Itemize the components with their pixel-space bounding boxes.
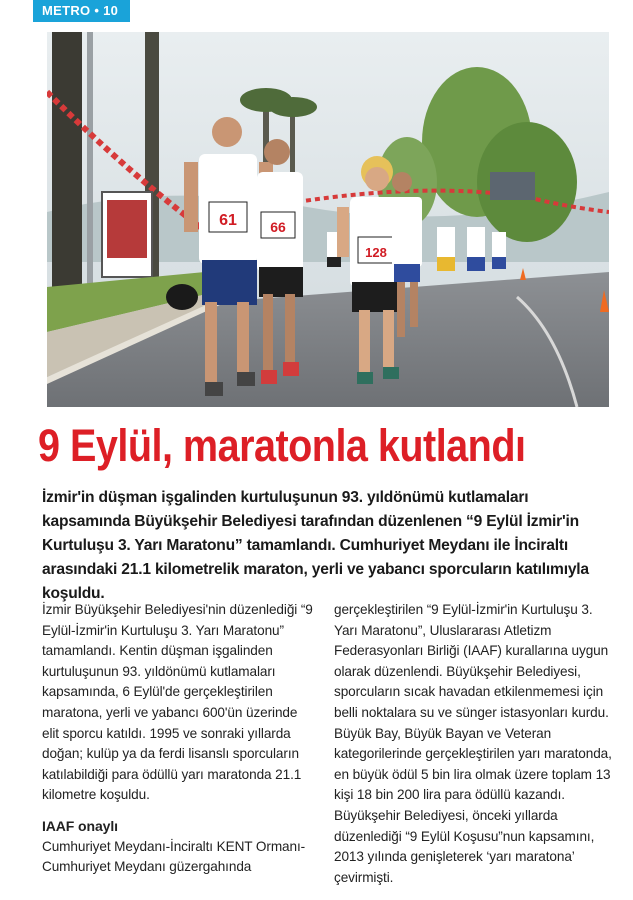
marathon-photo-illustration xyxy=(47,32,609,407)
body-paragraph-right: gerçekleştirilen “9 Eylül-İzmir'in Kurtuluşu 3. Yarı Maratonu”, Uluslararası Atletizm Federasyonları Birliği (IAAF) kurallarına uygun olarak düzenlendi. Büyükşehir Belediyesi, sporcuların sıcak havadan etkilenmemesi için belli noktalara su ve sünger istasyonları kurdu. Büyük Bay, Büyük Bayan ve Veteran kategorilerinde gerçekleştirilen yarı maratonda, en büyük ödül 5 bin lira olmak üzere toplam 13 kişi 18 bin 200 lira para ödüllü kazandı. Büyükşehir Belediyesi, önceki yıllarda düzenlediği “9 Eylül Koşusu”nun kapsamını, 2013 yılında genişleterek ‘yarı maratona’ çevirmişti. xyxy=(334,602,612,885)
body-column-left xyxy=(42,600,317,878)
marathon-photo xyxy=(47,32,609,407)
bib-66: 66 xyxy=(270,219,286,235)
bib-128: 128 xyxy=(365,245,387,260)
subhead: IAAF onaylı xyxy=(42,817,118,834)
section-tag: METRO • 10 xyxy=(33,0,130,22)
lead-paragraph: İzmir'in düşman işgalinden kurtuluşunun 93. yıldönümü kutlamaları kapsamında Büyükşehir Belediyesi tarafından düzenlenen “9 Eylül İzmir'in Kurtuluşu 3. Yarı Maratonu” tamamlandı. Cumhuriyet Meydanı ile İnciraltı arasındaki 21.1 kilometrelik maraton, yerli ve yabancı sporcuların katılımıyla koşuldu. xyxy=(42,489,589,602)
body-paragraph: İzmir Büyükşehir Belediyesi'nin düzenlediği “9 Eylül-İzmir'in Kurtuluşu 3. Yarı Maratonu” tamamlandı. Kentin düşman işgalinden kurtuluşunun 93. yıldönümü kutlamaları kapsamında, 6 Eylül'de gerçekleştirilen maratona, yerli ve yabancı 600'ün üzerinde elit sporcu katıldı. 1995 ve sonraki yıllarda doğan; kulüp ya da ferdi lisanslı sporcuların katılabildiği para ödüllü yarı maratonda 21.1 kilometre koşuldu. xyxy=(42,602,313,803)
headline: 9 Eylül, maratonla kutlandı xyxy=(38,420,526,471)
body-paragraph-2: Cumhuriyet Meydanı-İnciraltı KENT Ormanı-Cumhuriyet Meydanı güzergahında xyxy=(42,838,306,875)
bib-61: 61 xyxy=(219,212,237,229)
body-column-right xyxy=(334,600,616,888)
